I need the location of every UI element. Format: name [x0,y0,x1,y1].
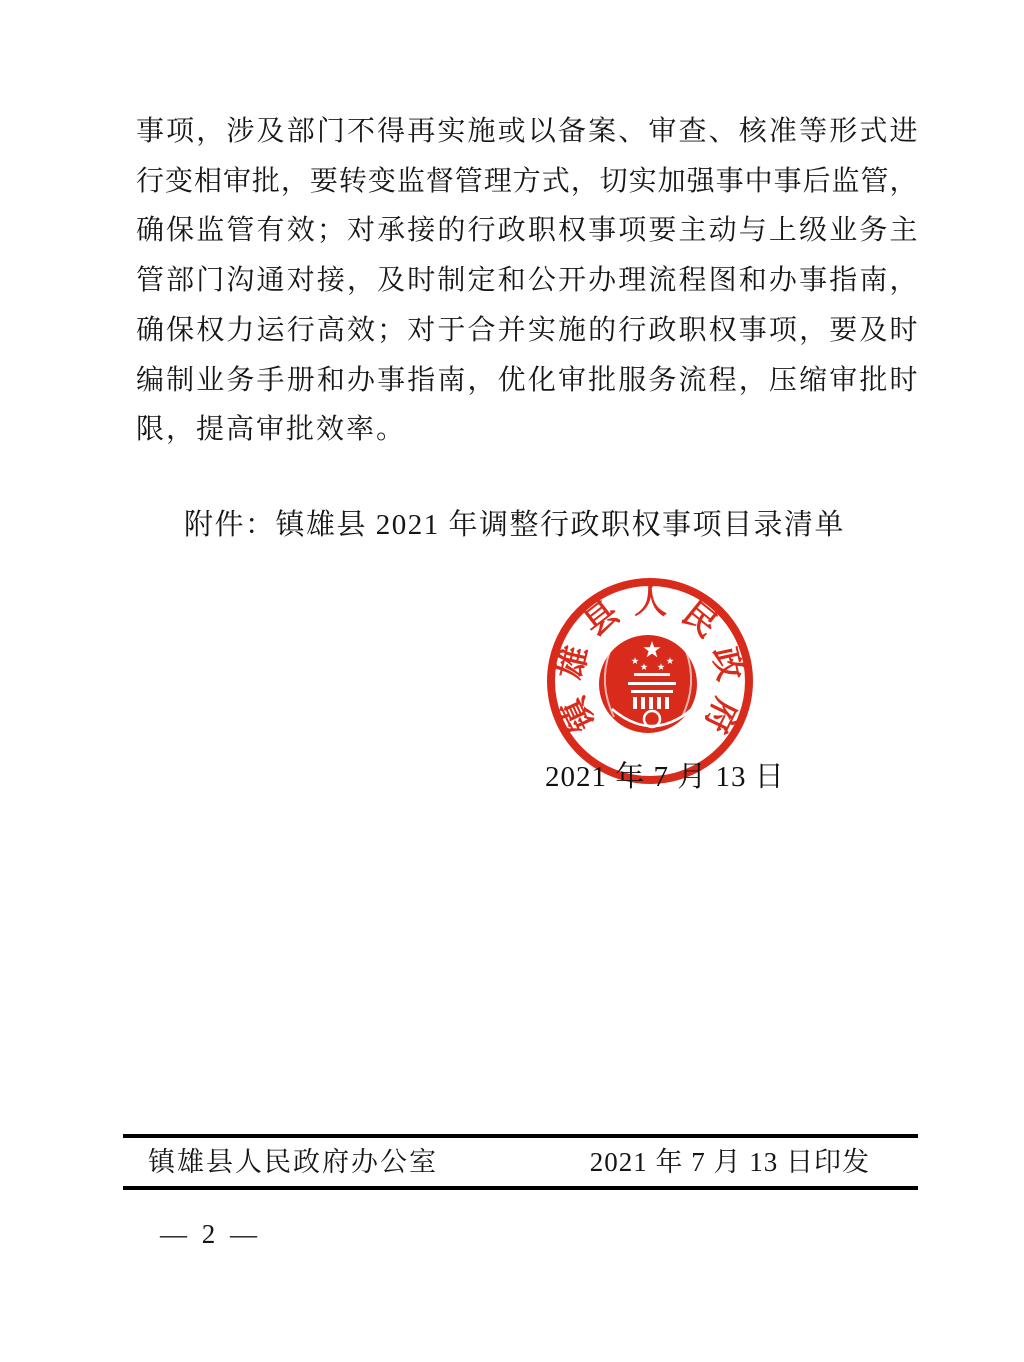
official-seal [540,571,760,791]
national-emblem-icon [599,635,697,733]
footer-issuer: 镇雄县人民政府办公室 [148,1147,438,1177]
footer-print-date: 2021 年 7 月 13 日印发 [589,1147,870,1177]
body-line: 行变相审批，要转变监督管理方式，切实加强事中事后监管， [136,165,918,197]
signature-date: 2021 年 7 月 13 日 [545,761,785,793]
svg-text:府: 府 [696,692,744,738]
svg-text:民: 民 [674,596,724,645]
svg-text:人: 人 [634,584,668,622]
body-line: 限，提高审批效率。 [136,414,407,446]
footer [148,1145,870,1179]
footer-rule-bottom [123,1186,918,1190]
svg-text:镇: 镇 [556,691,603,737]
body-line: 编制业务手册和办事指南，优化审批服务流程，压缩审批时 [136,364,918,396]
page-number: — 2 — [160,1219,261,1249]
body-line: 管部门沟通对接，及时制定和公开办理流程图和办事指南， [136,265,918,297]
body-line: 事项，涉及部门不得再实施或以备案、审查、核准等形式进 [136,116,918,147]
footer-rule-top [123,1134,918,1138]
body-line: 确保权力运行高效；对于合并实施的行政职权事项，要及时 [136,314,918,346]
attachment-line: 附件：镇雄县 2021 年调整行政职权事项目录清单 [184,509,846,541]
body-paragraph [136,107,918,455]
svg-text:县: 县 [577,595,627,644]
body-line: 确保监管有效；对承接的行政职权事项要主动与上级业务主 [136,215,918,247]
svg-text:雄: 雄 [552,642,596,684]
svg-text:政: 政 [704,644,748,685]
